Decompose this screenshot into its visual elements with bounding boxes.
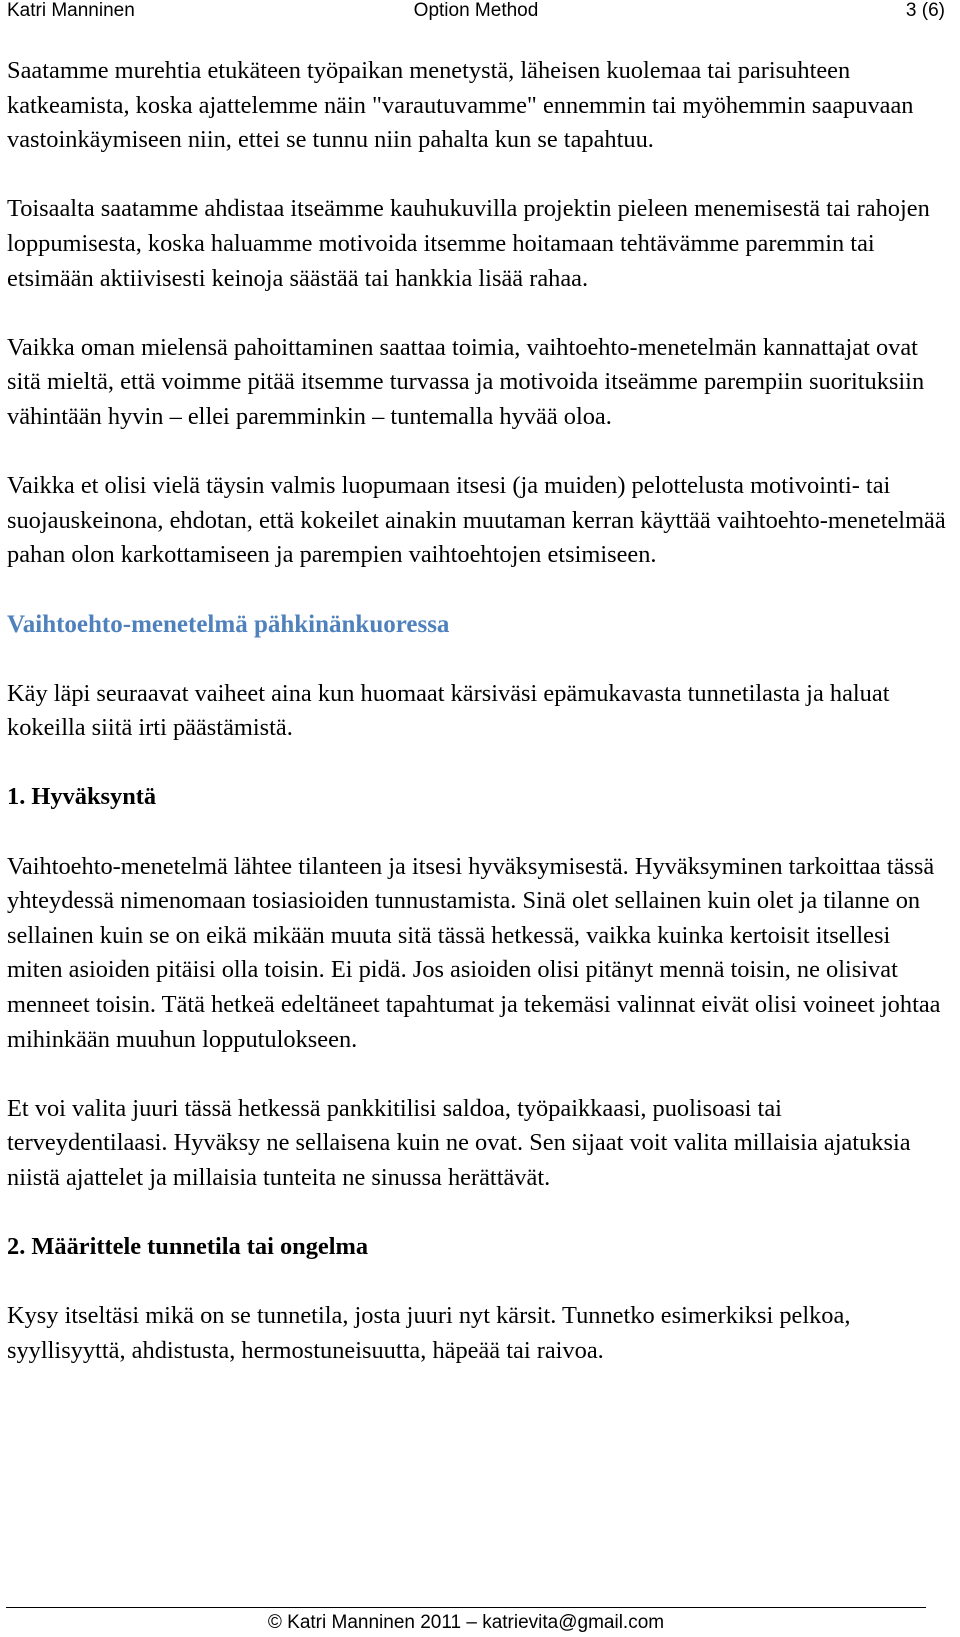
step-heading-acceptance: 1. Hyväksyntä — [7, 783, 157, 811]
footer-divider — [6, 1607, 926, 1608]
page-footer: © Katri Manninen 2011 – katrievita@gmail.com — [267, 1612, 665, 1633]
header-page-number: 3 (6) — [905, 0, 945, 21]
header-author: Katri Manninen — [7, 0, 135, 21]
paragraph: Vaihtoehto-menetelmä lähtee tilanteen ja itsesi hyväksymisestä. Hyväksyminen tarkoittaa tässä yhteydessä nimenomaan tosiasioiden tunnustamista. Sinä olet sellainen kuin olet ja tilanne on sellainen kuin se on eikä mikään muuta sitä tässä hetkessä, vaikka kuinka kertoisit itsellesi miten asioiden pitäisi olla toisin. Ei pidä. Jos asioiden olisi pitänyt mennä toisin, ne olisivat menneet toisin. Tätä hetkeä edeltäneet tapahtumat ja tekemäsi valinnat eivät olisi voineet johtaa mihinkään muuhun lopputulokseen. — [7, 852, 941, 1053]
paragraph: Käy läpi seuraavat vaiheet aina kun huomaat kärsiväsi epämukavasta tunnetilasta ja haluat kokeilla siitä irti päästämistä. — [7, 679, 890, 742]
header-document-title: Option Method — [413, 0, 539, 21]
paragraph: Saatamme murehtia etukäteen työpaikan menetystä, läheisen kuolemaa tai parisuhteen katkeamista, koska ajattelemme näin "varautuvamme" ennemmin tai myöhemmin saapuvaan vastoinkäymiseen niin, ettei se tunnu niin pahalta kun se tapahtuu. — [7, 57, 914, 154]
document-body — [7, 54, 947, 1403]
section-heading: Vaihtoehto-menetelmä pähkinänkuoressa — [7, 610, 450, 638]
paragraph: Toisaalta saatamme ahdistaa itseämme kauhukuvilla projektin pieleen menemisestä tai rahojen loppumisesta, koska haluamme motivoida itsemme hoitamaan tehtävämme paremmin tai etsimään aktiivisesti keinoja säästää tai hankkia lisää rahaa. — [7, 195, 930, 292]
page-header — [7, 0, 945, 22]
paragraph: Et voi valita juuri tässä hetkessä pankkitilisi saldoa, työpaikkaasi, puolisoasi tai terveydentilaasi. Hyväksy ne sellaisena kuin ne ovat. Sen sijaat voit valita millaisia ajatuksia niistä ajattelet ja millaisia tunteita ne sinussa herättävät. — [7, 1094, 911, 1191]
step-heading-define-emotion: 2. Määrittele tunnetila tai ongelma — [7, 1233, 369, 1261]
paragraph: Vaikka oman mielensä pahoittaminen saattaa toimia, vaihtoehto-menetelmän kannattajat ovat sitä mieltä, että voimme pitää itsemme turvassa ja motivoida itseämme parempiin suorituksiin vähintään hyvin – ellei paremminkin – tuntemalla hyvää oloa. — [7, 333, 925, 430]
paragraph: Vaikka et olisi vielä täysin valmis luopumaan itsesi (ja muiden) pelottelusta motivointi- tai suojauskeinona, ehdotan, että kokeilet ainakin muutaman kerran käyttää vaihtoehto-menetelmää pahan olon karkottamiseen ja parempien vaihtoehtojen etsimiseen. — [7, 472, 946, 569]
paragraph: Kysy itseltäsi mikä on se tunnetila, josta juuri nyt kärsit. Tunnetko esimerkiksi pelkoa, syyllisyyttä, ahdistusta, hermostuneisuutta, häpeää tai raivoa. — [7, 1302, 851, 1364]
